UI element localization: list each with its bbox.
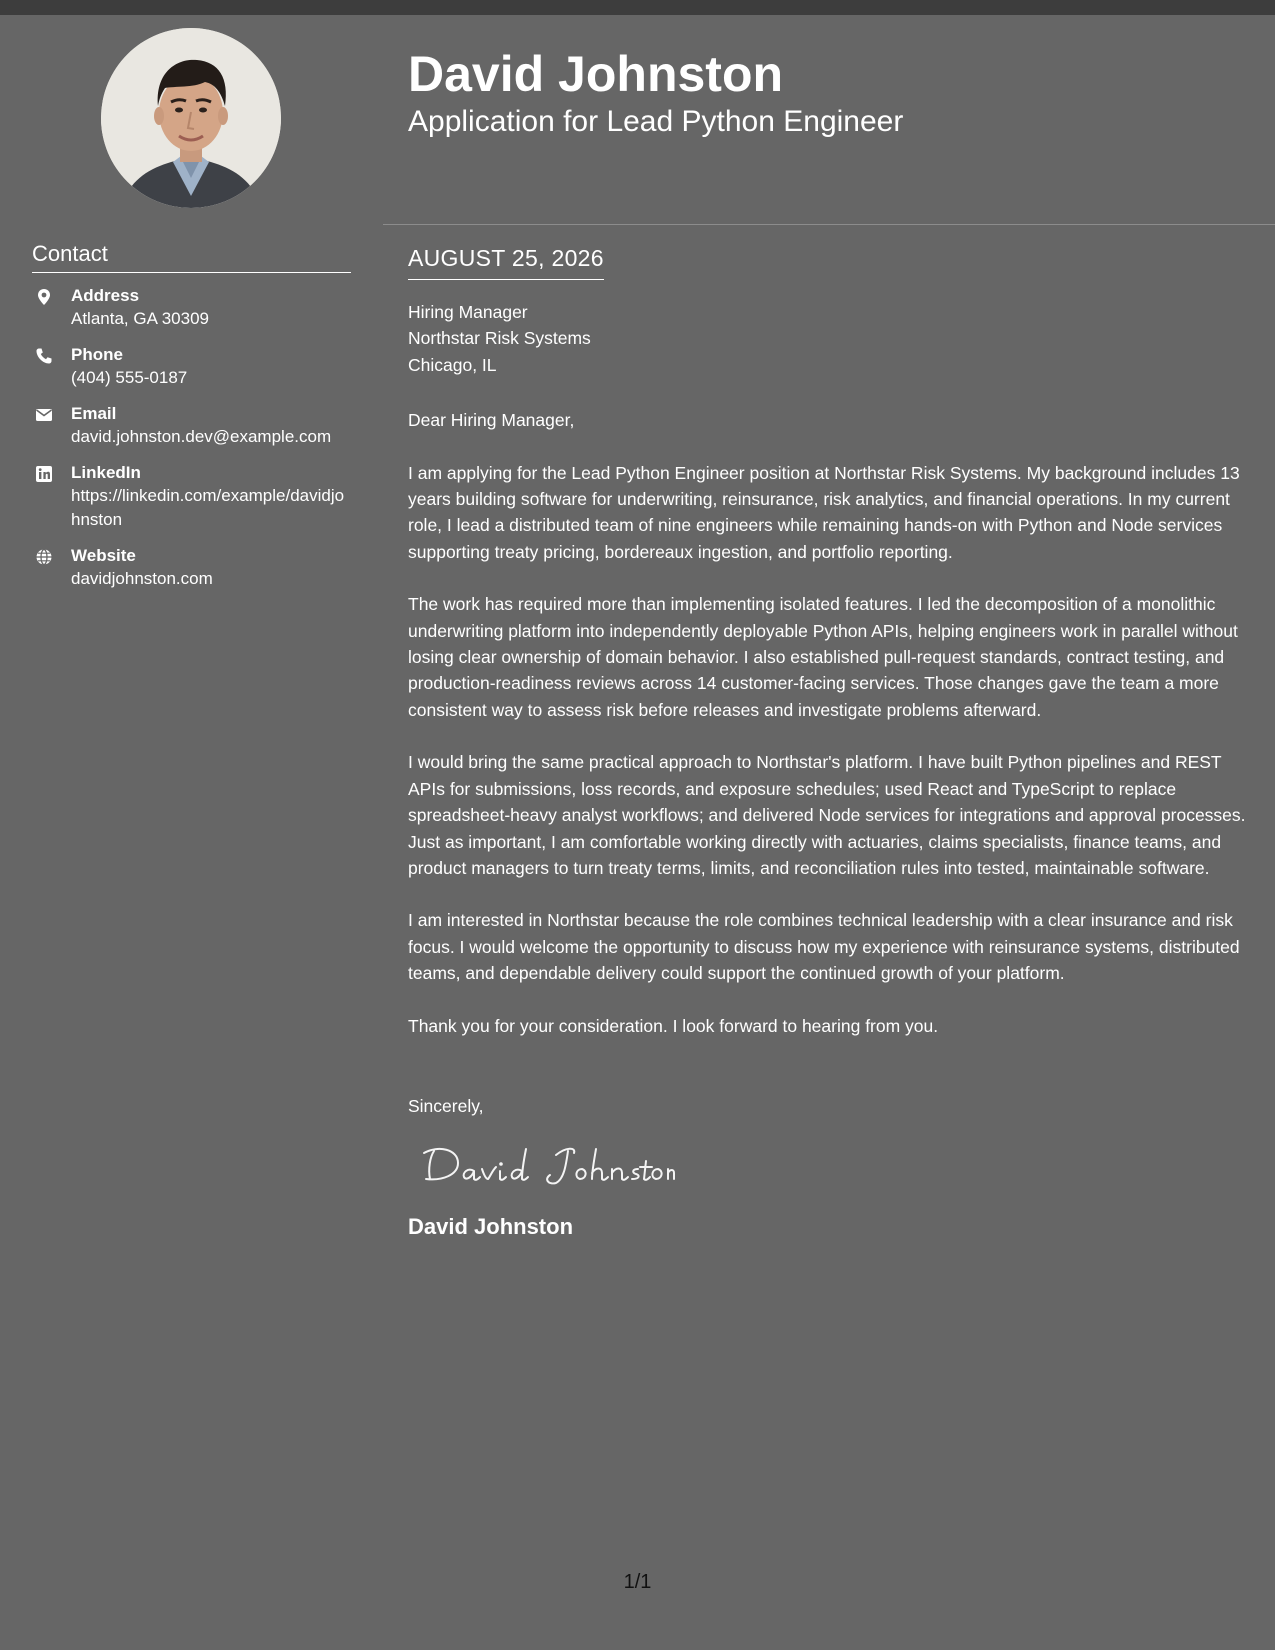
website-value[interactable]: davidjohnston.com [71,569,213,588]
address-label: Address [71,286,140,305]
contact-heading: Contact [32,240,351,273]
letter-paragraph: The work has required more than implementing isolated features. I led the decomposition of a monolithic underwriting platform into independently deployable Python APIs, helping engineers work in parallel without losing clear ownership of domain behavior. I also established pull-request standards, contract testing, and production-readiness reviews across 14 customer-facing services. Those changes gave the team a more consistent way to assess risk before releases and investigate problems afterward. [408,594,1238,720]
header-divider [383,224,1275,225]
closing: Sincerely, [408,1095,484,1116]
contact-address [32,285,352,331]
contact-list [32,285,352,604]
profile-photo [101,28,281,208]
recipient-line: Northstar Risk Systems [408,328,591,349]
top-bar [0,0,1275,15]
contact-website [32,545,352,591]
signer-name: David Johnston [408,1214,574,1240]
letter-paragraph: I am applying for the Lead Python Engineer position at Northstar Risk Systems. My background includes 13 years building software for underwriting, reinsurance, risk analytics, and financial operations. In my current role, I lead a distributed team of nine engineers while remaining hands-on with Python and Node services supporting treaty pricing, bordereaux ingestion, and portfolio reporting. [408,462,1240,562]
email-label: Email [71,404,117,423]
linkedin-value[interactable]: https://linkedin.com/example/davidjohnston [71,486,345,529]
applicant-name: David Johnston [408,46,784,102]
globe-icon [35,548,53,566]
phone-value: (404) 555-0187 [71,368,188,387]
salutation: Dear Hiring Manager, [408,410,575,431]
letter-paragraph: I am interested in Northstar because the role combines technical leadership with a clear insurance and risk focus. I would welcome the opportunity to discuss how my experience with reinsurance systems, distributed teams, and dependable delivery could support the continued growth of your platform. [408,910,1240,984]
recipient-line: Hiring Manager [408,302,528,322]
recipient-line: Chicago, IL [408,354,497,375]
recipient-block [408,299,1248,378]
letter-date: AUGUST 25, 2026 [408,243,604,280]
letter-paragraph: Thank you for your consideration. I look forward to hearing from you. [408,1015,939,1036]
application-subtitle: Application for Lead Python Engineer [408,105,904,138]
contact-email [32,403,352,449]
contact-phone [32,344,352,390]
contact-linkedin [32,462,352,532]
letter-body [408,243,1248,1241]
phone-icon [35,347,53,365]
email-value[interactable]: david.johnston.dev@example.com [71,427,332,446]
handwritten-signature [416,1139,676,1191]
page-number: 1/1 [623,1571,652,1593]
address-value: Atlanta, GA 30309 [71,309,209,328]
phone-label: Phone [71,345,123,364]
envelope-icon [35,406,53,424]
website-label: Website [71,546,136,565]
letter-paragraph: I would bring the same practical approach to Northstar's platform. I have built Python pipelines and REST APIs for submissions, loss records, and exposure schedules; used React and TypeScript to replace spreadsheet-heavy analyst workflows; and delivered Node services for integrations and approval processes. Just as important, I am comfortable working directly with actuaries, claims specialists, finance teams, and product managers to turn treaty terms, limits, and reconciliation rules into tested, maintainable software. [408,752,1246,878]
linkedin-icon [35,465,53,483]
location-pin-icon [35,288,53,306]
linkedin-label: LinkedIn [71,463,141,482]
